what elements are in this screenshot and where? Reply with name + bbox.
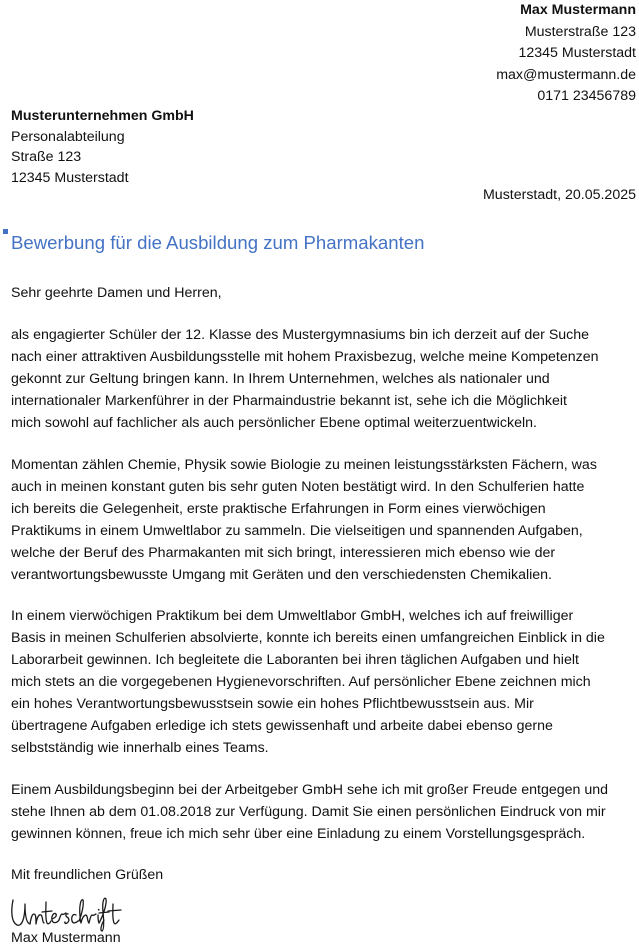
- body-line: übertragene Aufgaben erledige ich stets gewissenhaft und arbeite dabei ebenso gerne: [11, 718, 553, 734]
- body-line: internationaler Markenführer in der Pharmaindustrie bekannt ist, sehe ich die Möglichkeit: [11, 393, 567, 409]
- body-line: nach einer attraktiven Ausbildungsstelle mit hohem Praxisbezug, welche meine Kompetenzen: [11, 349, 599, 365]
- salutation: Sehr geehrte Damen und Herren,: [11, 285, 222, 301]
- body-line: Praktikums in einem Umweltlabor zu sammeln. Die vielseitigen und spannenden Aufgaben,: [11, 523, 583, 539]
- body-line: verantwortungsbewusste Umgang mit Geräten und den verschiedensten Chemikalien.: [11, 567, 552, 583]
- heading-marker: [3, 229, 8, 234]
- body-line: selbstständig wie innerhalb eines Teams.: [11, 740, 269, 756]
- sender-city: 12345 Musterstadt: [518, 45, 636, 61]
- sender-address: [496, 0, 636, 108]
- body-line: Einem Ausbildungsbeginn bei der Arbeitgeber GmbH sehe ich mit großer Freude entgegen und: [11, 782, 609, 798]
- sender-phone: 0171 23456789: [537, 88, 636, 104]
- recipient-street: Straße 123: [11, 149, 82, 165]
- letter-date: Musterstadt, 20.05.2025: [482, 187, 636, 203]
- recipient-department: Personalabteilung: [11, 128, 125, 145]
- sender-email: max@mustermann.de: [496, 66, 636, 83]
- body-line: als engagierter Schüler der 12. Klasse des Mustergymnasiums bin ich derzeit auf der Suche: [11, 327, 590, 343]
- body-line: mich stets an die vorgegebenen Hygienevorschriften. Auf persönlicher Ebene zeichnen mich: [11, 674, 591, 690]
- body-line: Basis in meinen Schulferien absolvierte, konnte ich bereits einen umfangreichen Einblick in die: [11, 630, 605, 646]
- body-line: Laborarbeit gewinnen. Ich begleitete die Laboranten bei ihren täglichen Aufgaben und hielt: [11, 652, 579, 668]
- body-line: Momentan zählen Chemie, Physik sowie Biologie zu meinen leistungsstärksten Fächern, was: [11, 457, 597, 473]
- recipient-company: Musterunternehmen GmbH: [11, 108, 194, 124]
- sender-street: Musterstraße 123: [524, 23, 636, 40]
- handwritten-signature: [9, 892, 131, 932]
- body-line: mich sowohl auf fachlicher als auch persönlicher Ebene optimal weiterzuentwickeln.: [11, 415, 537, 431]
- body-line: gekonnt zur Geltung bringen kann. In Ihrem Unternehmen, welches als nationaler und: [11, 371, 550, 387]
- letter-subject: Bewerbung für die Ausbildung zum Pharmakanten: [11, 232, 425, 253]
- recipient-address: [11, 106, 194, 188]
- body-line: ich bereits die Gelegenheit, erste praktische Erfahrungen in Form eines vierwöchigen: [11, 501, 546, 517]
- body-line: auch in meinen konstant guten bis sehr guten Noten bestätigt wird. In den Schulferien hatte: [11, 479, 585, 495]
- sender-name: Max Mustermann: [520, 2, 636, 18]
- body-line: stehe Ihnen ab dem 01.08.2018 zur Verfügung. Damit Sie einen persönlichen Eindruck von mir: [11, 804, 606, 820]
- body-line: In einem vierwöchigen Praktikum bei dem Umweltlabor GmbH, welches ich auf freiwilliger: [11, 608, 574, 624]
- body-line: ein hohes Verantwortungsbewusstsein sowie ein hohes Pflichtbewusstsein aus. Mir: [11, 696, 534, 712]
- body-line: welche der Beruf des Pharmakanten mit sich bringt, interessieren mich ebenso wie der: [11, 545, 556, 561]
- body-line: gewinnen können, freue ich mich sehr über eine Einladung zu einem Vorstellungsgespräch.: [11, 826, 586, 842]
- recipient-city: 12345 Musterstadt: [11, 169, 129, 186]
- closing: Mit freundlichen Grüßen: [11, 867, 164, 883]
- signature-name: Max Mustermann: [11, 930, 121, 946]
